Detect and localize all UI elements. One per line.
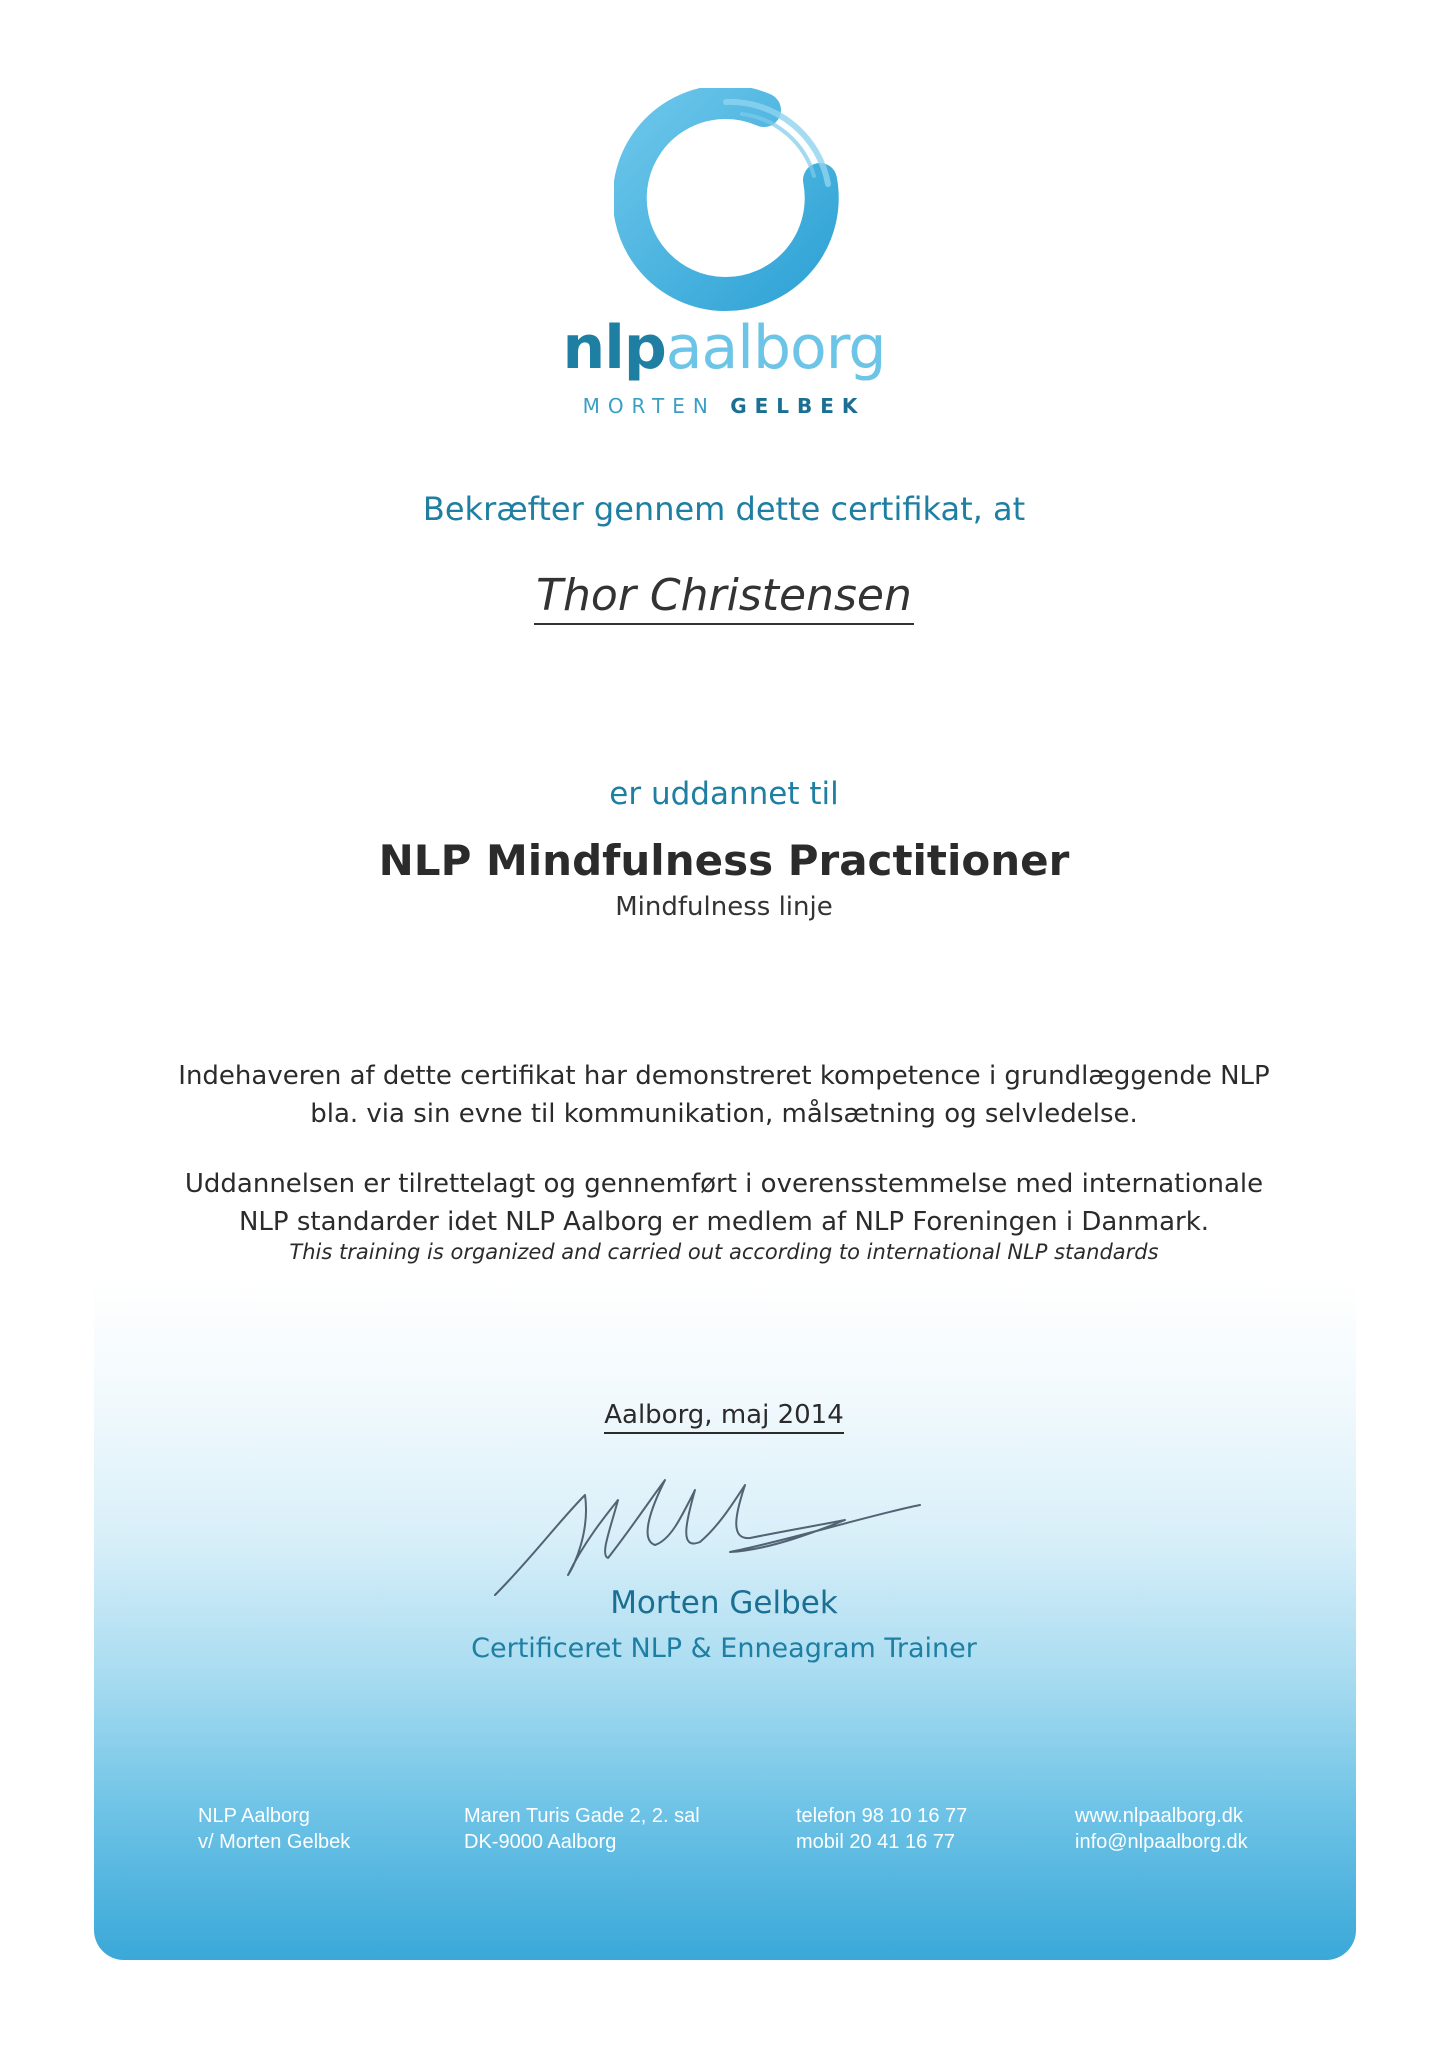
footer-phone-line-1: telefon 98 10 16 77	[796, 1805, 968, 1827]
logo-circle-icon	[614, 88, 842, 316]
footer-address-line-1: Maren Turis Gade 2, 2. sal	[464, 1805, 700, 1827]
footer-email-link[interactable]: info@nlpaalborg.dk	[1075, 1831, 1248, 1853]
place-date: Aalborg, maj 2014	[604, 1400, 844, 1434]
signer-name: Morten Gelbek	[610, 1585, 838, 1621]
body-paragraph-1	[0, 1057, 1448, 1133]
footer-company	[198, 1803, 350, 1855]
signer-title: Certificeret NLP & Enneagram Trainer	[471, 1633, 977, 1664]
tagline-first: MORTEN	[582, 394, 716, 418]
brand-bold: nlp	[562, 313, 666, 383]
recipient-name-wrap	[0, 570, 1448, 625]
tagline-last: GELBEK	[730, 394, 866, 418]
recipient-name: Thor Christensen	[534, 570, 914, 625]
confirm-text: Bekræfter gennem dette certifikat, at	[422, 490, 1026, 528]
place-date-wrap	[0, 1400, 1448, 1434]
footer-company-line-2: v/ Morten Gelbek	[198, 1831, 351, 1853]
certificate-title: NLP Mindfulness Practitioner	[378, 836, 1070, 885]
body-line-4: NLP standarder idet NLP Aalborg er medlem af NLP Foreningen i Danmark.	[238, 1207, 1210, 1237]
body-line-1: Indehaveren af dette certifikat har demonstreret kompetence i grundlæggende NLP	[178, 1061, 1270, 1091]
footer-phone-line-2: mobil 20 41 16 77	[796, 1831, 956, 1853]
body-paragraph-2	[0, 1165, 1448, 1241]
footer-website-link[interactable]: www.nlpaalborg.dk	[1075, 1805, 1243, 1827]
footer-contact	[1075, 1803, 1248, 1855]
signature-icon	[490, 1470, 930, 1600]
brand-wordmark	[0, 313, 1448, 383]
certificate-subtitle: Mindfulness linje	[615, 892, 833, 922]
footer-address	[464, 1803, 700, 1855]
body-line-2: bla. via sin evne til kommunikation, målsætning og selvledelse.	[310, 1099, 1138, 1129]
brand-tagline	[0, 394, 1448, 418]
footer-address-line-2: DK-9000 Aalborg	[464, 1831, 617, 1853]
body-line-3: Uddannelsen er tilrettelagt og gennemført i overensstemmelse med internationale	[184, 1169, 1264, 1199]
footer-company-line-1: NLP Aalborg	[198, 1805, 310, 1827]
footer-phone	[796, 1803, 967, 1855]
educated-as-text: er uddannet til	[609, 776, 839, 812]
english-note: This training is organized and carried out according to international NLP standards	[289, 1240, 1159, 1264]
brand-light: aalborg	[665, 313, 886, 383]
